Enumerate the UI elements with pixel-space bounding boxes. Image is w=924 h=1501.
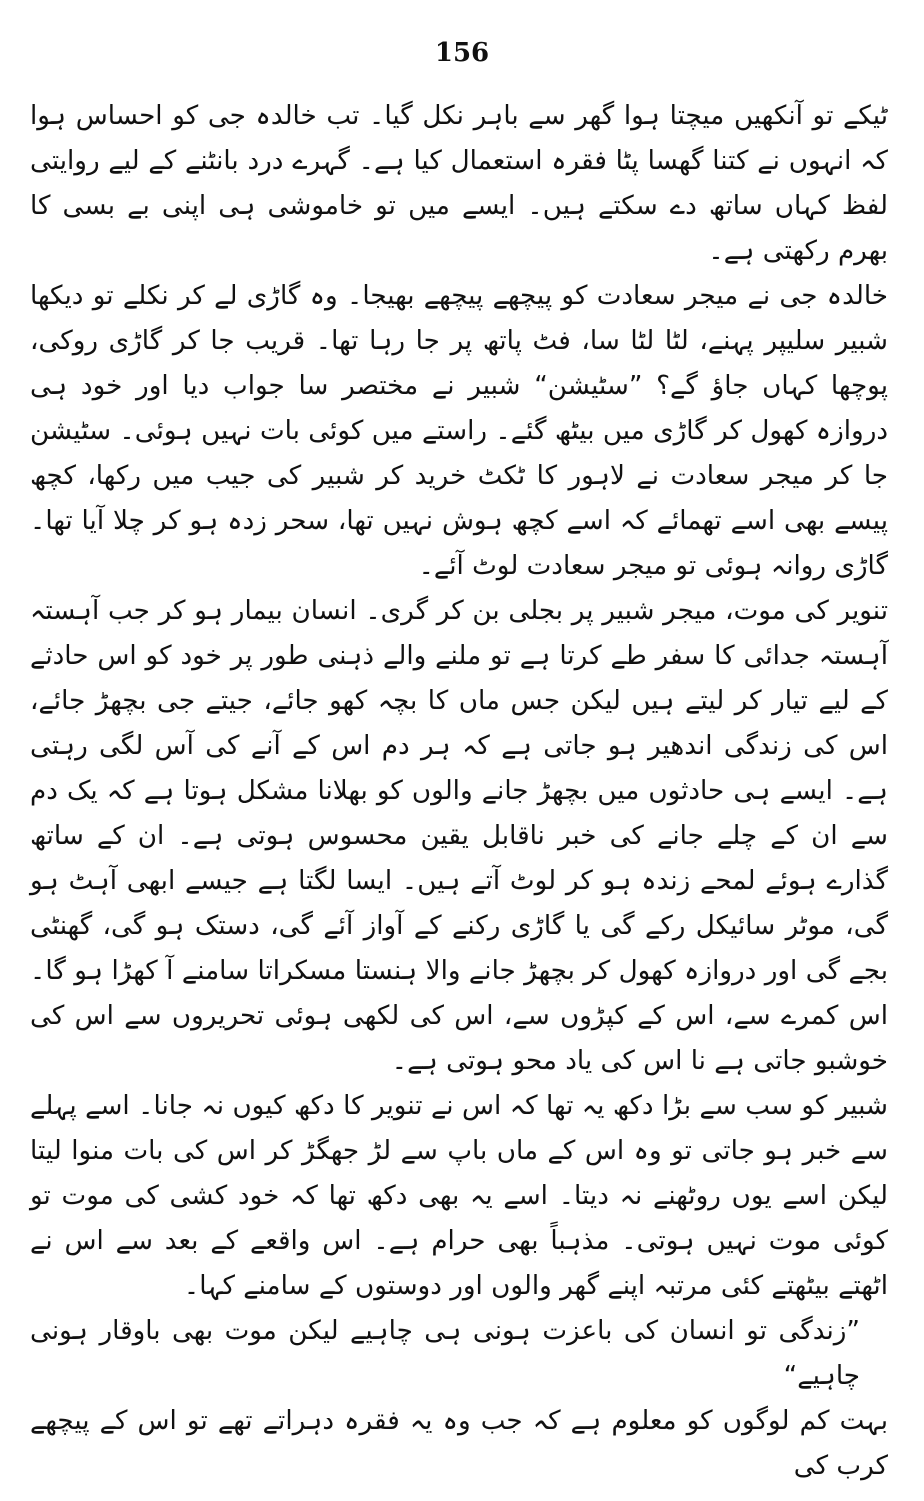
- paragraph-4: شبیر کو سب سے بڑا دکھ یہ تھا کہ اس نے تنویر کا دکھ کیوں نہ جانا۔ اسے پہلے سے خبر ہو جاتی تو وہ اس کے ماں باپ سے لڑ جھگڑ کر اس کی بات منوا لیتا لیکن اسے یوں روٹھنے نہ دیتا۔ اسے یہ بھی دکھ تھا کہ خود کشی کی موت تو کوئی موت نہیں ہوتی۔ مذہباً بھی حرام ہے۔ اس واقعے کے بعد سے اس نے اٹھتے بیٹھتے کئی مرتبہ اپنے گھر والوں اور دوستوں کے سامنے کہا۔: [30, 1091, 888, 1301]
- quotation: ”زندگی تو انسان کی باعزت ہونی ہی چاہیے لیکن موت بھی باوقار ہونی چاہیے“: [30, 1316, 860, 1391]
- page-number: 156: [434, 38, 490, 68]
- page-body: [30, 94, 888, 1489]
- paragraph-3: تنویر کی موت، میجر شبیر پر بجلی بن کر گری۔ انسان بیمار ہو کر جب آہستہ آہستہ جدائی کا سفر طے کرتا ہے تو ملنے والے ذہنی طور پر خود کو اس حادثے کے لیے تیار کر لیتے ہیں لیکن جس ماں کا بچہ کھو جائے، جیتے جی بچھڑ جائے، اس کی زندگی اندھیر ہو جاتی ہے کہ ہر دم اس کے آنے کی آس لگی رہتی ہے۔ ایسے ہی حادثوں میں بچھڑ جانے والوں کو بھلانا مشکل ہوتا ہے کہ یک دم سے ان کے چلے جانے کی خبر ناقابل یقین محسوس ہوتی ہے۔ ان کے ساتھ گذارے ہوئے لمحے زندہ ہو کر لوٹ آتے ہیں۔ ایسا لگتا ہے جیسے ابھی آہٹ ہو گی، موٹر سائیکل رکے گی یا گاڑی رکنے کے آواز آئے گی، دستک ہو گی، گھنٹی بجے گی اور دروازہ کھول کر بچھڑ جانے والا ہنستا مسکراتا سامنے آ کھڑا ہو گا۔ اس کمرے سے، اس کے کپڑوں سے، اس کی لکھی ہوئی تحریروں سے اس کی خوشبو جاتی ہے نا اس کی یاد محو ہوتی ہے۔: [30, 596, 888, 1076]
- paragraph-1: ٹیکے تو آنکھیں میچتا ہوا گھر سے باہر نکل گیا۔ تب خالدہ جی کو احساس ہوا کہ انہوں نے کتنا گھسا پٹا فقرہ استعمال کیا ہے۔ گہرے درد بانٹنے کے لیے روایتی لفظ کہاں ساتھ دے سکتے ہیں۔ ایسے میں تو خاموشی ہی اپنی بے بسی کا بھرم رکھتی ہے۔: [30, 101, 888, 266]
- paragraph-6: بہت کم لوگوں کو معلوم ہے کہ جب وہ یہ فقرہ دہراتے تھے تو اس کے پیچھے کرب کی: [30, 1406, 888, 1481]
- paragraph-2: خالدہ جی نے میجر سعادت کو پیچھے پیچھے بھیجا۔ وہ گاڑی لے کر نکلے تو دیکھا شبیر سلیپر پہنے، لٹا لٹا سا، فٹ پاتھ پر جا رہا تھا۔ قریب جا کر گاڑی روکی، پوچھا کہاں جاؤ گے؟ ”سٹیشن“ شبیر نے مختصر سا جواب دیا اور خود ہی دروازہ کھول کر گاڑی میں بیٹھ گئے۔ راستے میں کوئی بات نہیں ہوئی۔ سٹیشن جا کر میجر سعادت نے لاہور کا ٹکٹ خرید کر شبیر کی جیب میں رکھا، کچھ پیسے بھی اسے تھمائے کہ اسے کچھ ہوش نہیں تھا، سحر زدہ ہو کر چلا آیا تھا۔ گاڑی روانہ ہوئی تو میجر سعادت لوٹ آئے۔: [30, 281, 888, 581]
